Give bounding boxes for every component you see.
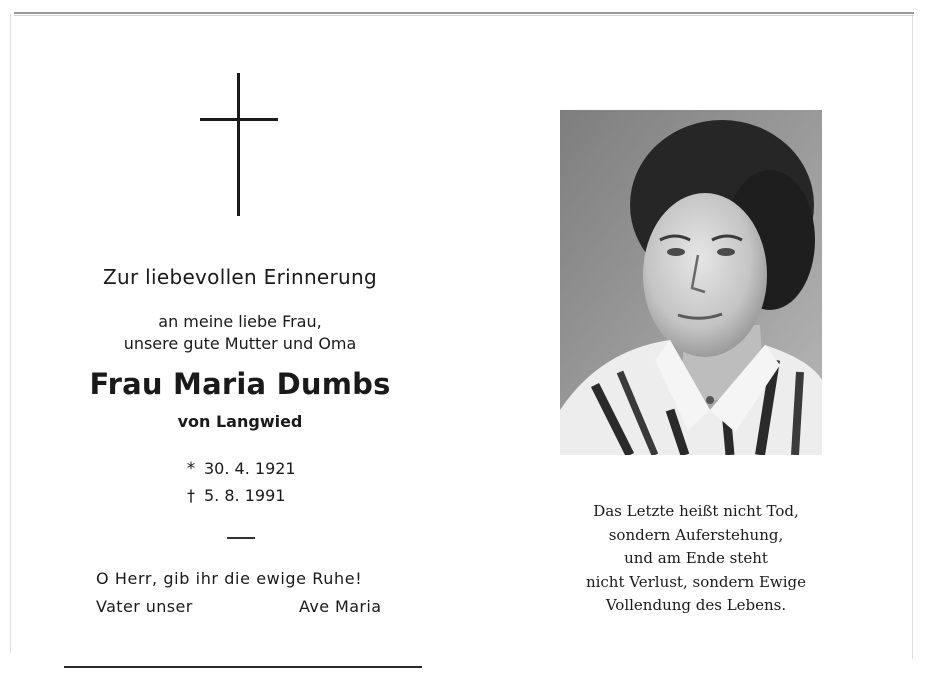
death-date: 5. 8. 1991 — [204, 486, 286, 505]
card-top-edge — [14, 12, 914, 14]
prayer-vater-unser: Vater unser — [96, 597, 193, 616]
quote-line: Das Letzte heißt nicht Tod, — [593, 502, 799, 520]
cross-icon-horizontal — [200, 118, 278, 121]
quote-line: sondern Auferstehung, — [608, 525, 784, 544]
quote-line: Vollendung des Lebens. — [605, 596, 787, 614]
deceased-origin: von Langwied — [177, 412, 303, 431]
portrait-image — [560, 110, 822, 455]
quote-line: und am Ende steht — [624, 549, 768, 567]
card-left-edge — [10, 14, 11, 654]
prayer-line: O Herr, gib ihr die ewige Ruhe! — [96, 569, 363, 588]
life-dates — [178, 459, 296, 513]
bottom-rule — [64, 666, 422, 668]
card-top-edge-shadow — [14, 15, 914, 16]
portrait-photo — [560, 110, 822, 455]
dedication-line-2: unsere gute Mutter und Oma — [123, 334, 357, 353]
quote-line: nicht Verlust, sondern Ewige — [585, 572, 807, 591]
death-cross-icon: † — [187, 486, 195, 505]
dedication-line-1: an meine liebe Frau, — [158, 312, 322, 331]
cross-icon-vertical — [237, 73, 240, 216]
card-right-edge — [912, 14, 913, 659]
birth-row — [178, 459, 296, 486]
death-row — [178, 486, 296, 513]
birth-date: 30. 4. 1921 — [204, 459, 296, 478]
birth-star-icon: * — [186, 459, 196, 479]
divider — [227, 537, 255, 539]
deceased-name: Frau Maria Dumbs — [89, 367, 391, 401]
memorial-intro: Zur liebevollen Erinnerung — [102, 265, 378, 289]
prayer-ave-maria: Ave Maria — [299, 597, 382, 616]
memorial-quote — [566, 500, 826, 618]
